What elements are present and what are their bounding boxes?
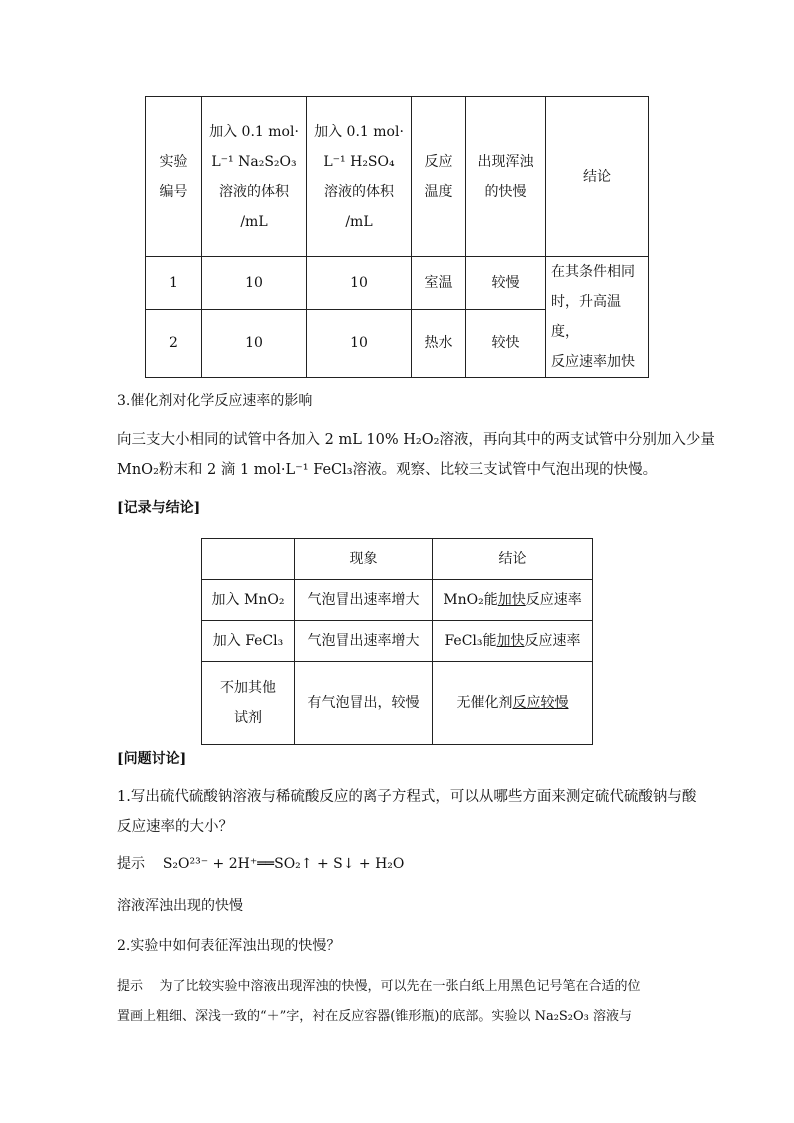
- hint-2-line2: 置画上粗细、深浅一致的“＋”字，衬在反应容器(锥形瓶)的底部。实验以 Na₂S₂O₃ 溶液与: [117, 1009, 633, 1024]
- table-row: 加入 FeCl₃ 气泡冒出速率增大 FeCl₃能加快反应速率: [202, 621, 593, 662]
- table-row: 不加其他 试剂 有气泡冒出，较慢 无催化剂反应较慢: [202, 662, 593, 745]
- record-title: [记录与结论]: [117, 500, 201, 516]
- header-temp: 反应 温度: [412, 97, 466, 257]
- question-2: 2.实验中如何表征浑浊出现的快慢？: [117, 938, 341, 954]
- header-h2so4: 加入 0.1 mol· L⁻¹ H₂SO₄ 溶液的体积 /mL: [307, 97, 412, 257]
- catalyst-table: [201, 538, 593, 745]
- question-1-line1: 1.写出硫代硫酸钠溶液与稀硫酸反应的离子方程式，可以从哪些方面来测定硫代硫酸钠与酸: [117, 789, 697, 805]
- table-row: 2 10 10 热水 较快: [146, 309, 649, 377]
- table-row: 1 10 10 室温 较慢 在其条件相同 时，升高温度， 反应速率加快: [146, 257, 649, 310]
- table-header-row: [146, 97, 649, 257]
- discussion-title: [问题讨论]: [117, 751, 187, 767]
- answer-1: 溶液浑浊出现的快慢: [117, 898, 243, 914]
- header-speed: 出现浑浊 的快慢: [466, 97, 546, 257]
- section3-line2: MnO₂粉末和 2 滴 1 mol·L⁻¹ FeCl₃溶液。观察、比较三支试管中气泡出现的快慢。: [117, 462, 658, 478]
- header-id: 实验 编号: [146, 97, 202, 257]
- section3-heading: 3.催化剂对化学反应速率的影响: [117, 393, 313, 409]
- header-na2s2o3: 加入 0.1 mol· L⁻¹ Na₂S₂O₃ 溶液的体积 /mL: [202, 97, 307, 257]
- question-1-line2: 反应速率的大小？: [117, 819, 233, 835]
- table-row: 加入 MnO₂ 气泡冒出速率增大 MnO₂能加快反应速率: [202, 580, 593, 621]
- hint-2-line1: 提示 为了比较实验中溶液出现浑浊的快慢，可以先在一张白纸上用黑色记号笔在合适的位: [117, 979, 641, 994]
- section3-line1: 向三支大小相同的试管中各加入 2 mL 10% H₂O₂溶液，再向其中的两支试管中分别加入少量: [117, 432, 715, 448]
- hint-1: 提示 S₂O²³⁻ + 2H⁺══SO₂↑ + S↓ + H₂O: [117, 856, 405, 872]
- header-conclusion: 结论: [546, 97, 649, 257]
- table-header-row: 现象 结论: [202, 539, 593, 580]
- experiment-table: [145, 96, 649, 378]
- conclusion-cell: 在其条件相同 时，升高温度， 反应速率加快: [546, 257, 649, 378]
